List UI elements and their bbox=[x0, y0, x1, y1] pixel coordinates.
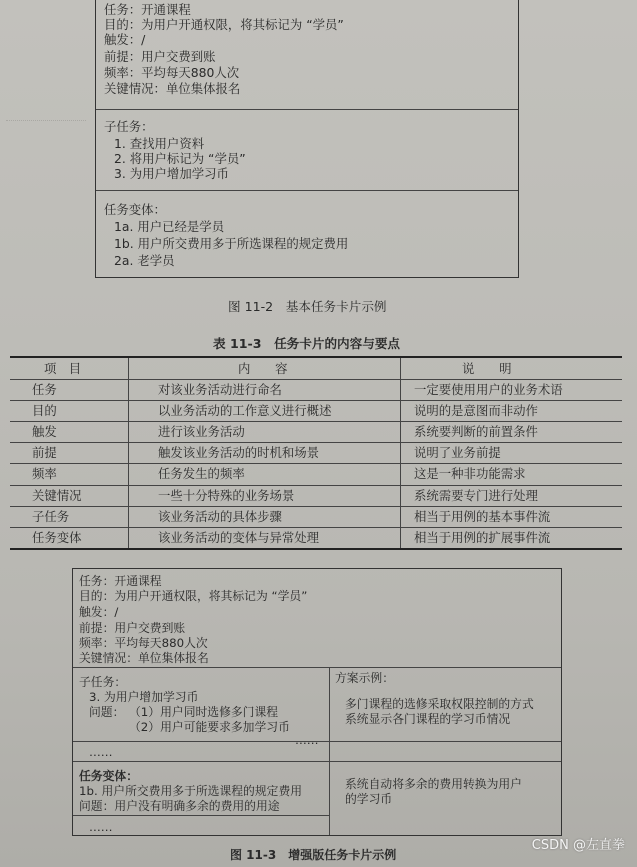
table-title-11-3: 表 11-3 任务卡片的内容与要点 bbox=[213, 336, 401, 351]
card2-divider bbox=[73, 815, 329, 816]
card2-precondition: 前提：用户交费到账 bbox=[79, 621, 186, 635]
table-cell-content: 触发该业务活动的时机和场景 bbox=[158, 445, 320, 460]
card1-subtask-item: 2. 将用户标记为 “学员” bbox=[114, 151, 246, 166]
card2-divider bbox=[73, 741, 561, 742]
table-cell-item: 频率 bbox=[32, 466, 57, 481]
card1-frequency: 频率：平均每天880人次 bbox=[104, 65, 240, 80]
enhanced-task-card bbox=[72, 568, 562, 836]
table-cell-content: 该业务活动的变体与异常处理 bbox=[158, 530, 320, 545]
card1-purpose: 目的：为用户开通权限，将其标记为 “学员” bbox=[104, 17, 344, 32]
card1-subtask-title: 子任务： bbox=[104, 119, 154, 134]
bleed-through-mark bbox=[6, 120, 86, 129]
table-cell-item: 任务变体 bbox=[32, 530, 82, 545]
table-column-divider bbox=[400, 358, 401, 548]
table-header-note: 说 明 bbox=[462, 361, 512, 376]
card1-task: 任务：开通课程 bbox=[104, 2, 191, 17]
table-header-content: 内 容 bbox=[238, 361, 288, 376]
table-row-divider bbox=[10, 463, 622, 464]
card2-problem-item: （1）用户同时选修多门课程 bbox=[129, 705, 279, 719]
table-row-divider bbox=[10, 421, 622, 422]
card1-trigger: 触发：/ bbox=[104, 32, 146, 47]
table-row-divider bbox=[10, 400, 622, 401]
card2-trigger: 触发：/ bbox=[79, 605, 119, 619]
card2-plan-title: 方案示例： bbox=[335, 671, 394, 685]
card2-variant-problem: 问题：用户没有明确多余的费用的用途 bbox=[79, 799, 280, 813]
table-cell-note: 一定要使用用户的业务术语 bbox=[414, 382, 563, 397]
card1-divider bbox=[96, 109, 518, 110]
card1-variant-item: 2a. 老学员 bbox=[114, 253, 175, 268]
table-row-divider bbox=[10, 527, 622, 528]
task-card-table bbox=[10, 356, 622, 550]
card2-frequency: 频率：平均每天880人次 bbox=[79, 636, 208, 650]
figure-caption-11-2: 图 11-2 基本任务卡片示例 bbox=[228, 299, 387, 314]
card2-subtask-title: 子任务： bbox=[79, 675, 127, 689]
csdn-watermark: CSDN @左直拳 bbox=[531, 838, 625, 853]
table-cell-item: 关键情况 bbox=[32, 488, 82, 503]
card1-precondition: 前提：用户交费到账 bbox=[104, 49, 216, 64]
table-cell-note: 说明的是意图而非动作 bbox=[414, 403, 538, 418]
table-cell-item: 触发 bbox=[32, 424, 57, 439]
card1-variant-title: 任务变体： bbox=[104, 202, 166, 217]
table-cell-content: 任务发生的频率 bbox=[158, 466, 245, 481]
table-row-divider bbox=[10, 379, 622, 380]
table-column-divider bbox=[128, 358, 129, 548]
table-cell-content: 对该业务活动进行命名 bbox=[158, 382, 282, 397]
table-cell-item: 子任务 bbox=[32, 509, 70, 524]
card2-ellipsis: …… bbox=[89, 820, 113, 834]
table-cell-note: 说明了业务前提 bbox=[414, 445, 501, 460]
card2-key-situation: 关键情况：单位集体报名 bbox=[79, 651, 209, 665]
card2-divider bbox=[73, 667, 561, 668]
card1-divider bbox=[96, 190, 518, 191]
table-row-divider bbox=[10, 442, 622, 443]
table-cell-content: 以业务活动的工作意义进行概述 bbox=[158, 403, 332, 418]
card1-variant-item: 1b. 用户所交费用多于所选课程的规定费用 bbox=[114, 236, 349, 251]
card2-plan-text: 系统自动将多余的费用转换为用户 bbox=[345, 777, 522, 791]
card2-plan-text: 多门课程的选修采取权限控制的方式 bbox=[345, 697, 534, 711]
table-cell-note: 这是一种非功能需求 bbox=[414, 466, 526, 481]
card2-task: 任务：开通课程 bbox=[79, 574, 162, 588]
table-cell-note: 系统要判断的前置条件 bbox=[414, 424, 538, 439]
card2-plan-text: 的学习币 bbox=[345, 792, 393, 806]
table-header-item: 项 目 bbox=[44, 361, 82, 376]
figure-caption-11-3: 图 11-3 增强版任务卡片示例 bbox=[230, 848, 397, 862]
card2-problem-item: （2）用户可能要求多加学习币 bbox=[129, 720, 290, 734]
table-cell-item: 目的 bbox=[32, 403, 57, 418]
card2-ellipsis: …… bbox=[89, 745, 113, 759]
card2-divider bbox=[73, 761, 561, 762]
table-row-divider bbox=[10, 485, 622, 486]
card2-column-divider bbox=[329, 667, 330, 835]
card1-subtask-item: 3. 为用户增加学习币 bbox=[114, 166, 229, 181]
table-cell-note: 相当于用例的基本事件流 bbox=[414, 509, 551, 524]
table-cell-note: 相当于用例的扩展事件流 bbox=[414, 530, 551, 545]
table-cell-content: 进行该业务活动 bbox=[158, 424, 245, 439]
table-cell-content: 该业务活动的具体步骤 bbox=[158, 509, 282, 524]
card2-variant-title: 任务变体： bbox=[79, 769, 138, 783]
card2-plan-text: 系统显示各门课程的学习币情况 bbox=[345, 712, 511, 726]
card2-ellipsis: …… bbox=[295, 733, 319, 747]
basic-task-card bbox=[95, 0, 519, 278]
table-cell-note: 系统需要专门进行处理 bbox=[414, 488, 538, 503]
table-row-divider bbox=[10, 506, 622, 507]
card2-variant-item: 1b. 用户所交费用多于所选课程的规定费用 bbox=[79, 784, 303, 798]
card1-variant-item: 1a. 用户已经是学员 bbox=[114, 219, 225, 234]
card2-problem-label: 问题： bbox=[89, 705, 125, 719]
card1-key-situation: 关键情况：单位集体报名 bbox=[104, 81, 241, 96]
table-cell-item: 任务 bbox=[32, 382, 57, 397]
card2-subtask-item: 3. 为用户增加学习币 bbox=[89, 690, 199, 704]
card1-subtask-item: 1. 查找用户资料 bbox=[114, 136, 205, 151]
table-cell-item: 前提 bbox=[32, 445, 57, 460]
table-cell-content: 一些十分特殊的业务场景 bbox=[158, 488, 295, 503]
card2-purpose: 目的：为用户开通权限，将其标记为 “学员” bbox=[79, 589, 308, 603]
